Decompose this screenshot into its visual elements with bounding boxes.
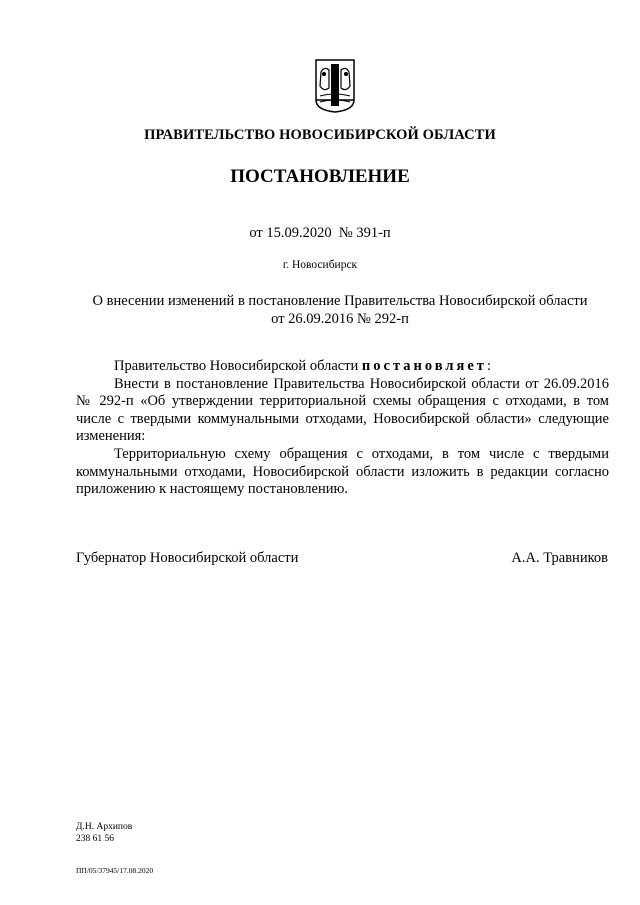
executor-name: Д.Н. Архипов <box>76 822 133 832</box>
paragraph-3: Территориальную схему обращения с отходами, в том числе с твердыми коммунальными отходами, Новосибирской области изложить в редакции согласно приложению к настоящему постановлению. <box>76 445 609 498</box>
date-number-line <box>0 225 640 242</box>
signatory-name: А.А. Травников <box>511 550 608 566</box>
coat-of-arms-icon <box>314 58 356 114</box>
city: г. Новосибирск <box>282 259 358 271</box>
paragraph-1 <box>76 358 609 376</box>
date-prefix: от <box>249 225 263 241</box>
organization-title: ПРАВИТЕЛЬСТВО НОВОСИБИРСКОЙ ОБЛАСТИ <box>144 127 496 143</box>
paragraph-1-text: Правительство Новосибирской области <box>114 358 362 374</box>
subject-line-2: от 26.09.2016 № 292-п <box>271 311 409 327</box>
decree-word: постановляет <box>361 358 487 374</box>
document-date: 15.09.2020 <box>266 225 332 241</box>
paragraph-1-end: : <box>486 358 491 374</box>
executor-phone: 238 61 56 <box>76 834 114 844</box>
document-subject <box>60 292 620 328</box>
signatory-position: Губернатор Новосибирской области <box>76 550 299 566</box>
document-id: ПП/05/37945/17.08.2020 <box>76 866 154 875</box>
executor-info <box>76 821 132 845</box>
paragraph-2: Внести в постановление Правительства Новосибирской области от 26.09.2016 № 292-п «Об утверждении территориальной схемы обращения с отходами, в том числе с твердыми коммунальными отходами, Новосибирской области» следующие изменения: <box>76 375 609 445</box>
number-prefix: № <box>338 225 353 241</box>
document-number: 391-п <box>356 225 391 241</box>
document-type: ПОСТАНОВЛЕНИЕ <box>230 166 410 187</box>
subject-line-1: О внесении изменений в постановление Правительства Новосибирской области <box>92 293 588 309</box>
document-body <box>76 358 609 499</box>
